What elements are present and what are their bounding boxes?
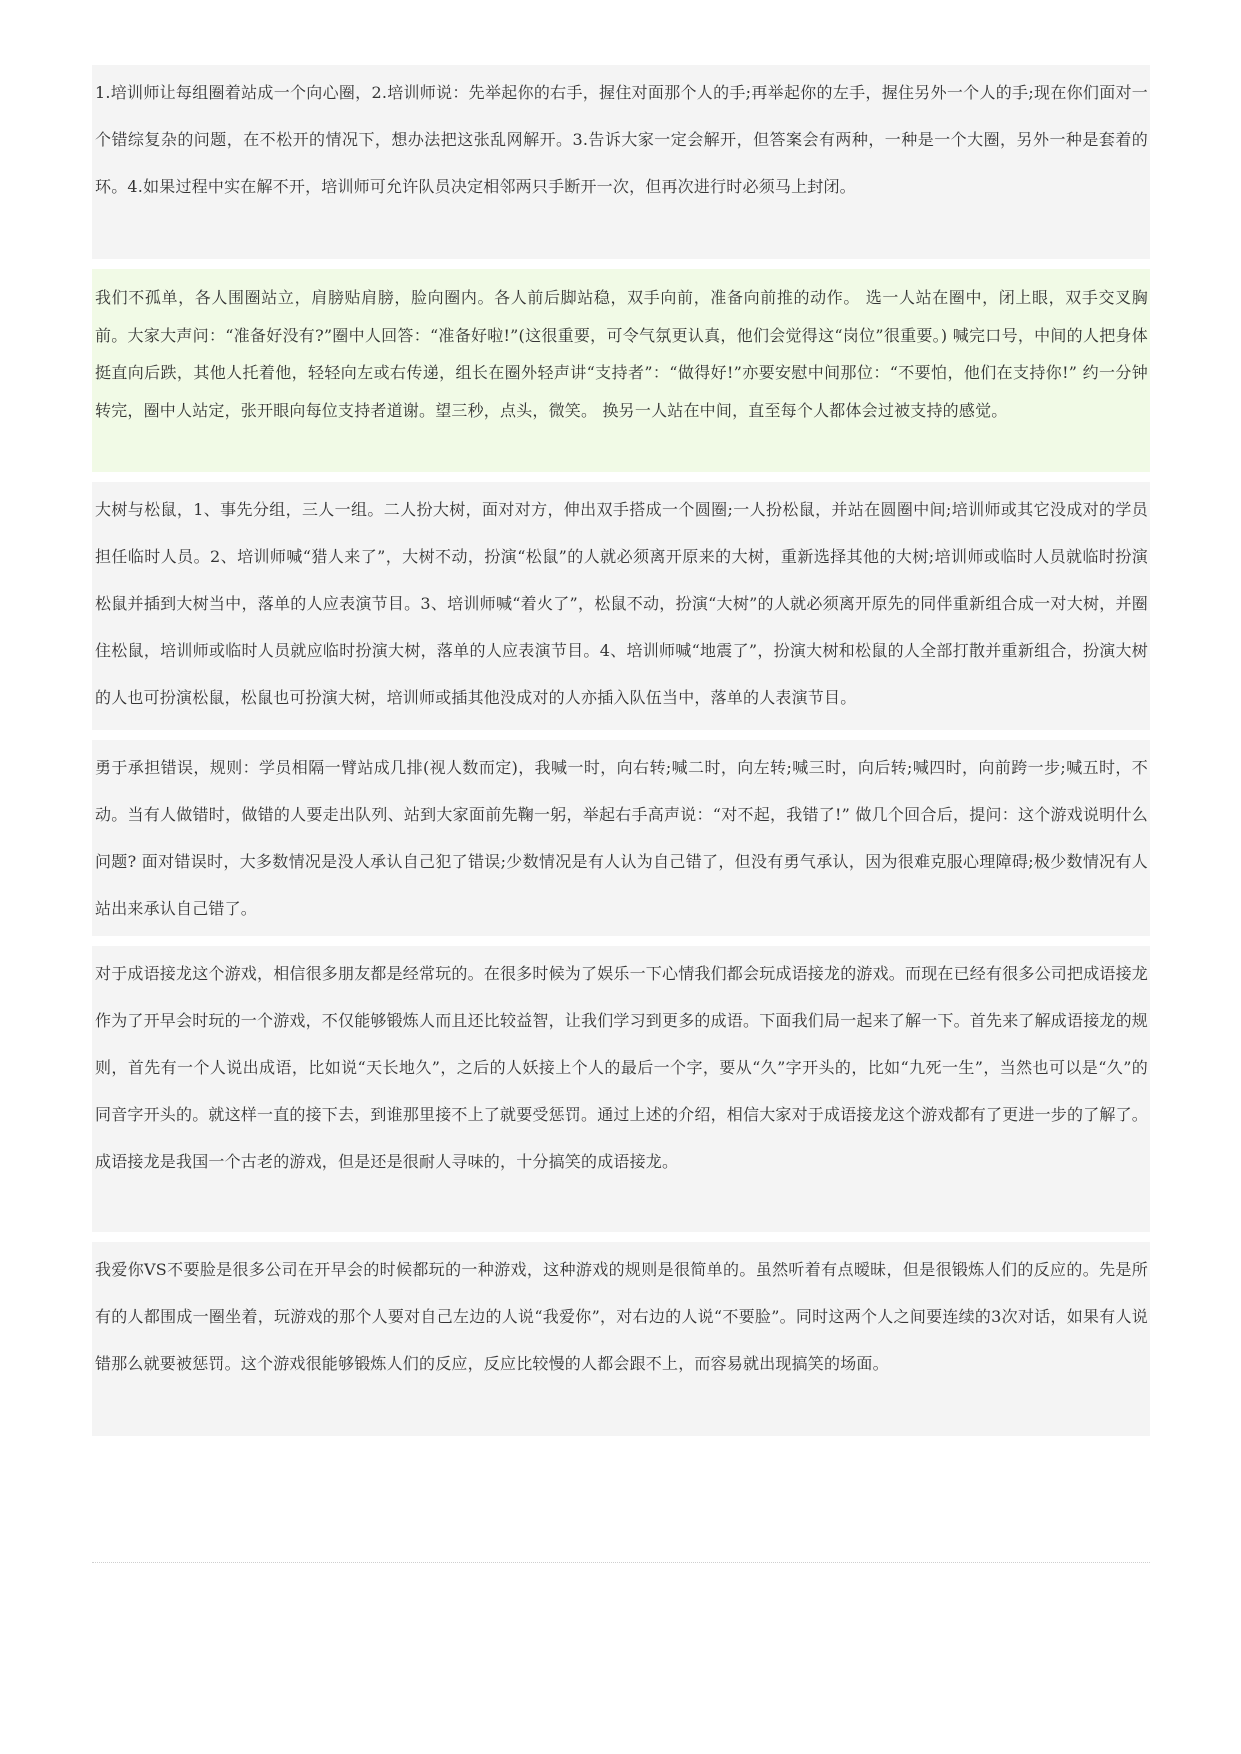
document-body — [92, 65, 1150, 1436]
footer-divider — [92, 1562, 1150, 1563]
paragraph-tree-and-squirrel-game: 大树与松鼠，1、事先分组，三人一组。二人扮大树，面对对方，伸出双手搭成一个圆圈;一人扮松鼠，并站在圆圈中间;培训师或其它没成对的学员担任临时人员。2、培训师喊“猎人来了”，大树不动，扮演“松鼠”的人就必须离开原来的大树，重新选择其他的大树;培训师或临时人员就临时扮演松鼠并插到大树当中，落单的人应表演节目。3、培训师喊“着火了”，松鼠不动，扮演“大树”的人就必须离开原先的同伴重新组合成一对大树，并圈住松鼠，培训师或临时人员就应临时扮演大树，落单的人应表演节目。4、培训师喊“地震了”，扮演大树和松鼠的人全部打散并重新组合，扮演大树的人也可扮演松鼠，松鼠也可扮演大树，培训师或插其他没成对的人亦插入队伍当中，落单的人表演节目。 — [92, 482, 1150, 730]
paragraph-tangled-net-game: 1.培训师让每组圈着站成一个向心圈，2.培训师说：先举起你的右手，握住对面那个人的手;再举起你的左手，握住另外一个人的手;现在你们面对一个错综复杂的问题，在不松开的情况下，想办法把这张乱网解开。3.告诉大家一定会解开，但答案会有两种，一种是一个大圈，另外一种是套着的环。4.如果过程中实在解不开，培训师可允许队员决定相邻两只手断开一次，但再次进行时必须马上封闭。 — [92, 65, 1150, 259]
paragraph-idiom-chain-game: 对于成语接龙这个游戏，相信很多朋友都是经常玩的。在很多时候为了娱乐一下心情我们都会玩成语接龙的游戏。而现在已经有很多公司把成语接龙作为了开早会时玩的一个游戏，不仅能够锻炼人而且还比较益智，让我们学习到更多的成语。下面我们局一起来了解一下。首先来了解成语接龙的规则，首先有一个人说出成语，比如说“天长地久”，之后的人妖接上个人的最后一个字，要从“久”字开头的，比如“九死一生”，当然也可以是“久”的同音字开头的。就这样一直的接下去，到谁那里接不上了就要受惩罚。通过上述的介绍，相信大家对于成语接龙这个游戏都有了更进一步的了解了。成语接龙是我国一个古老的游戏，但是还是很耐人寻味的，十分搞笑的成语接龙。 — [92, 946, 1150, 1232]
paragraph-i-love-you-game: 我爱你VS不要脸是很多公司在开早会的时候都玩的一种游戏，这种游戏的规则是很简单的。虽然听着有点暧昧，但是很锻炼人们的反应的。先是所有的人都围成一圈坐着，玩游戏的那个人要对自己左边的人说“我爱你”，对右边的人说“不要脸”。同时这两个人之间要连续的3次对话，如果有人说错那么就要被惩罚。这个游戏很能够锻炼人们的反应，反应比较慢的人都会跟不上，而容易就出现搞笑的场面。 — [92, 1242, 1150, 1436]
paragraph-admit-mistakes-game: 勇于承担错误，规则：学员相隔一臂站成几排(视人数而定)，我喊一时，向右转;喊二时，向左转;喊三时，向后转;喊四时，向前跨一步;喊五时，不动。当有人做错时，做错的人要走出队列、站到大家面前先鞠一躬，举起右手高声说：“对不起，我错了!” 做几个回合后，提问：这个游戏说明什么问题? 面对错误时，大多数情况是没人承认自己犯了错误;少数情况是有人认为自己错了，但没有勇气承认，因为很难克服心理障碍;极少数情况有人站出来承认自己错了。 — [92, 740, 1150, 936]
paragraph-not-alone-game: 我们不孤单，各人围圈站立，肩膀贴肩膀，脸向圈内。各人前后脚站稳，双手向前，准备向前推的动作。 选一人站在圈中，闭上眼，双手交叉胸前。大家大声问：“准备好没有?”圈中人回答：“准备好啦!”(这很重要，可令气氛更认真，他们会觉得这“岗位”很重要。) 喊完口号，中间的人把身体挺直向后跌，其他人托着他，轻轻向左或右传递，组长在圈外轻声讲“支持者”：“做得好!”亦要安慰中间那位：“不要怕，他们在支持你!” 约一分钟转完，圈中人站定，张开眼向每位支持者道谢。望三秒，点头，微笑。 换另一人站在中间，直至每个人都体会过被支持的感觉。 — [92, 269, 1150, 472]
